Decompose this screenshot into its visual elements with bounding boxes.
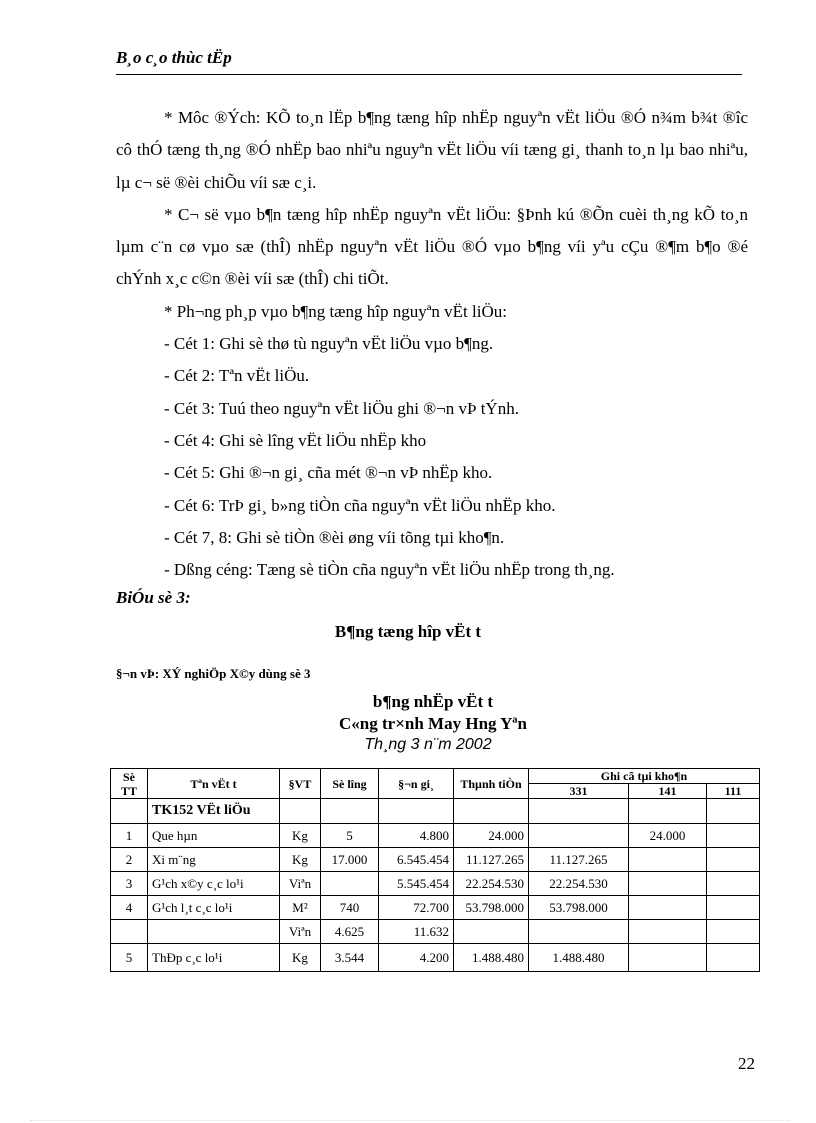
table-cell-dvt bbox=[280, 799, 321, 824]
table-cell-tk111 bbox=[707, 848, 760, 872]
table-cell-tk111 bbox=[707, 944, 760, 972]
table-cell-dg: 72.700 bbox=[379, 896, 454, 920]
header-tk-111: 111 bbox=[707, 784, 760, 799]
list-item: - Cét 2: Tªn vËt liÖu. bbox=[164, 366, 310, 386]
table-cell-sl: 17.000 bbox=[321, 848, 379, 872]
table-cell-tt: 11.127.265 bbox=[454, 848, 529, 872]
table-cell-tk331: 11.127.265 bbox=[529, 848, 629, 872]
header-title: B¸o c¸o thùc tËp bbox=[116, 48, 232, 67]
table-cell-dg: 11.632 bbox=[379, 920, 454, 944]
table-cell-tt bbox=[454, 799, 529, 824]
table-cell-dvt: Viªn bbox=[280, 872, 321, 896]
table-cell-ten: ThÐp c¸c lo¹i bbox=[148, 944, 280, 972]
materials-table bbox=[110, 768, 760, 972]
table-cell-ten: G¹ch x©y c¸c lo¹i bbox=[148, 872, 280, 896]
table-cell-stt: 5 bbox=[111, 944, 148, 972]
header-stt: Sè TT bbox=[111, 769, 148, 799]
table-cell-tk141 bbox=[629, 799, 707, 824]
page-number: 22 bbox=[738, 1054, 755, 1073]
table-cell-sl bbox=[321, 872, 379, 896]
paragraph-co-so: * C¬ së vµo b¶n tæng hîp nhËp nguyªn vËt liÖu: §Þnh kú ®Õn cuèi th¸ng kÕ to¸n lµm c¨n cø vµo sæ (thÎ) nhËp nguyªn vËt liÖu ®Ó vµo b¶ng víi yªu cÇu ®¶m b¶o ®é chÝnh x¸c c©n ®èi víi sæ (thÎ) chi tiÕt. bbox=[116, 204, 748, 289]
body-text bbox=[116, 102, 748, 586]
table-cell-tt: 53.798.000 bbox=[454, 896, 529, 920]
table-cell-dg: 4.200 bbox=[379, 944, 454, 972]
table-cell-tk331 bbox=[529, 920, 629, 944]
table-cell-dg bbox=[379, 799, 454, 824]
list-item: - Cét 6: TrÞ gi¸ b»ng tiÒn cña nguyªn vËt liÖu nhËp kho. bbox=[164, 495, 556, 515]
table-cell-ten: Xi m¨ng bbox=[148, 848, 280, 872]
table-cell-tk111 bbox=[707, 920, 760, 944]
header-don-gia: §¬n gi¸ bbox=[379, 769, 454, 799]
table-cell-tt bbox=[454, 920, 529, 944]
table-cell-stt bbox=[111, 920, 148, 944]
list-item: - Dßng céng: Tæng sè tiÒn cña nguyªn vËt liÖu nhËp trong th¸ng. bbox=[164, 560, 615, 580]
table-cell-ten: Que hµn bbox=[148, 824, 280, 848]
header-ten: Tªn vËt t bbox=[148, 769, 280, 799]
table-cell-tk141: 24.000 bbox=[629, 824, 707, 848]
table-cell-tk331 bbox=[529, 799, 629, 824]
table-cell-dvt: Kg bbox=[280, 824, 321, 848]
table-cell-dvt: Kg bbox=[280, 848, 321, 872]
table-row bbox=[111, 848, 760, 872]
table-cell-stt: 2 bbox=[111, 848, 148, 872]
table-cell-ten: G¹ch l¸t c¸c lo¹i bbox=[148, 896, 280, 920]
header-tk-141: 141 bbox=[629, 784, 707, 799]
table-cell-sl bbox=[321, 799, 379, 824]
table-cell-tt: 24.000 bbox=[454, 824, 529, 848]
table-cell-tt: 1.488.480 bbox=[454, 944, 529, 972]
header-dvt: §VT bbox=[280, 769, 321, 799]
table-cell-dvt: M² bbox=[280, 896, 321, 920]
list-item: - Cét 1: Ghi sè thø tù nguyªn vËt liÖu vµo b¶ng. bbox=[164, 334, 494, 354]
table-cell-tk141 bbox=[629, 848, 707, 872]
unit-label: §¬n vÞ: XÝ nghiÖp X©y dùng sè 3 bbox=[116, 666, 311, 681]
footer-divider bbox=[30, 1120, 790, 1121]
header-thanh-tien: Thµnh tiÒn bbox=[454, 769, 529, 799]
table-cell-tk141 bbox=[629, 896, 707, 920]
table-cell-tk331 bbox=[529, 824, 629, 848]
paragraph-muc-dich: * Môc ®Ých: KÕ to¸n lËp b¶ng tæng hîp nhËp nguyªn vËt liÖu ®Ó n¾m b¾t ®îc cô thÓ tæng th¸ng ®Ó nhËp bao nhiªu nguyªn vËt liÖu víi tæng gi¸ thanh to¸n lµ bao nhiªu, lµ c¬ së ®èi chiÕu víi sæ c¸i. bbox=[116, 108, 748, 192]
list-item: - Cét 4: Ghi sè lîng vËt liÖu nhËp kho bbox=[164, 430, 427, 450]
header-ghi-co: Ghi cã tµi kho¶n bbox=[529, 769, 760, 784]
table-cell-dg: 5.545.454 bbox=[379, 872, 454, 896]
table-cell-tk111 bbox=[707, 896, 760, 920]
table-cell-stt: 3 bbox=[111, 872, 148, 896]
table-row bbox=[111, 944, 760, 972]
paragraph-phuong-phap: * Ph¬ng ph¸p vµo b¶ng tæng hîp nguyªn vËt liÖu: bbox=[164, 301, 507, 321]
table-cell-dvt: Kg bbox=[280, 944, 321, 972]
table-cell-dvt: Viªn bbox=[280, 920, 321, 944]
table-cell-tt: 22.254.530 bbox=[454, 872, 529, 896]
list-item: - Cét 7, 8: Ghi sè tiÒn ®èi øng víi tõng tµi kho¶n. bbox=[164, 527, 505, 547]
table-cell-stt bbox=[111, 799, 148, 824]
table-cell-tk331: 1.488.480 bbox=[529, 944, 629, 972]
table-header-row bbox=[111, 769, 760, 784]
table-row bbox=[111, 872, 760, 896]
table-cell-sl: 740 bbox=[321, 896, 379, 920]
table-cell-ten: TK152 VËt liÖu bbox=[148, 799, 280, 824]
table-cell-stt: 4 bbox=[111, 896, 148, 920]
table-title: b¶ng nhËp vËt t bbox=[372, 692, 494, 711]
project-title: C«ng tr×nh May Hng Yªn bbox=[339, 714, 527, 733]
table-cell-stt: 1 bbox=[111, 824, 148, 848]
header-tk-331: 331 bbox=[529, 784, 629, 799]
table-row bbox=[111, 824, 760, 848]
table-section-title: B¶ng tæng hîp vËt t bbox=[334, 622, 482, 641]
table-cell-tk331: 53.798.000 bbox=[529, 896, 629, 920]
table-cell-tk111 bbox=[707, 824, 760, 848]
table-row bbox=[111, 920, 760, 944]
header-rule bbox=[116, 74, 742, 75]
table-row bbox=[111, 799, 760, 824]
header-so-luong: Sè lîng bbox=[321, 769, 379, 799]
table-cell-tk111 bbox=[707, 872, 760, 896]
list-item: - Cét 5: Ghi ®¬n gi¸ cña mét ®¬n vÞ nhËp kho. bbox=[164, 463, 493, 483]
table-cell-ten bbox=[148, 920, 280, 944]
table-cell-sl: 5 bbox=[321, 824, 379, 848]
list-item: - Cét 3: Tuú theo nguyªn vËt liÖu ghi ®¬n vÞ tÝnh. bbox=[164, 398, 519, 418]
table-cell-tk111 bbox=[707, 799, 760, 824]
table-row bbox=[111, 896, 760, 920]
table-cell-tk331: 22.254.530 bbox=[529, 872, 629, 896]
table-cell-tk141 bbox=[629, 920, 707, 944]
table-cell-sl: 3.544 bbox=[321, 944, 379, 972]
table-cell-sl: 4.625 bbox=[321, 920, 379, 944]
table-cell-tk141 bbox=[629, 872, 707, 896]
table-cell-dg: 6.545.454 bbox=[379, 848, 454, 872]
table-cell-dg: 4.800 bbox=[379, 824, 454, 848]
table-cell-tk141 bbox=[629, 944, 707, 972]
date-subtitle: Th¸ng 3 n¨m 2002 bbox=[364, 736, 492, 753]
bieu-label: BiÓu sè 3: bbox=[116, 588, 191, 607]
